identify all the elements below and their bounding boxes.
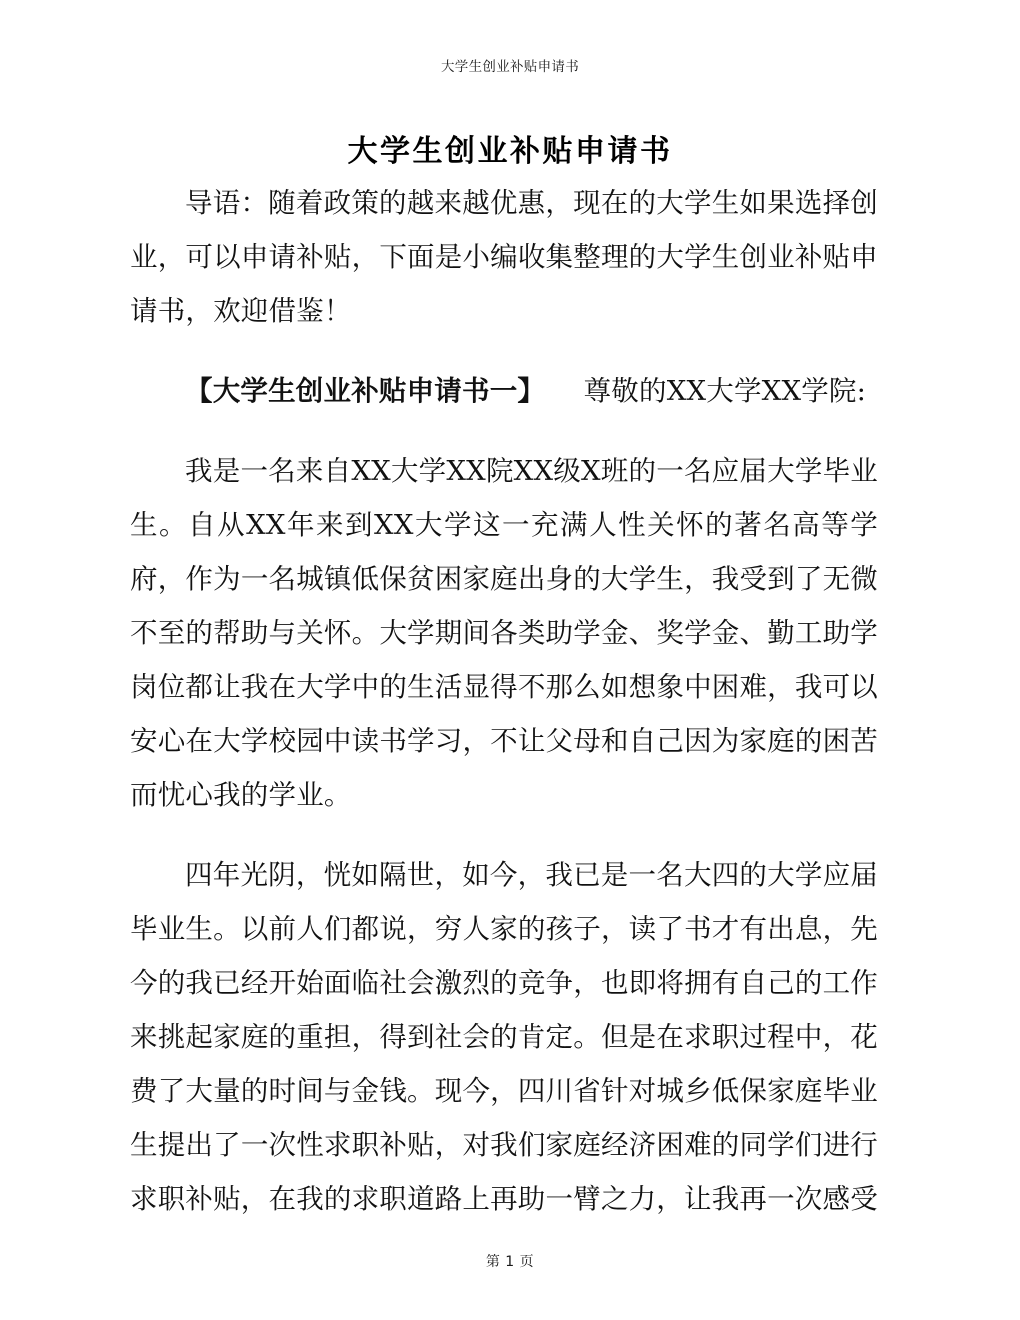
section-tag: 【大学生创业补贴申请书一】 — [185, 375, 546, 407]
running-header: 大学生创业补贴申请书 — [441, 59, 579, 75]
page-title: 大学生创业补贴申请书 — [347, 134, 673, 170]
page-number-footer: 第 1 页 — [485, 1254, 535, 1270]
section-heading-paragraph — [130, 364, 878, 418]
body-paragraph-1: 我是一名来自XX大学XX院XX级X班的一名应届大学毕业生。自从XX年来到XX大学这一充满人性关怀的著名高等学府，作为一名城镇低保贫困家庭出身的大学生，我受到了无微不至的帮助与关怀。大学期间各类助学金、奖学金、勤工助学岗位都让我在大学中的生活显得不那么如想象中困难，我可以安心在大学校园中读书学习，不让父母和自己因为家庭的困苦而忧心我的学业。 — [130, 455, 878, 811]
document-body — [130, 176, 878, 1226]
body-paragraph-2: 四年光阴，恍如隔世，如今，我已是一名大四的大学应届毕业生。以前人们都说，穷人家的孩子，读了书才有出息，先今的我已经开始面临社会激烈的竞争，也即将拥有自己的工作来挑起家庭的重担，得到社会的肯定。但是在求职过程中，花费了大量的时间与金钱。现今，四川省针对城乡低保家庭毕业生提出了一次性求职补贴，对我们家庭经济困难的同学们进行求职补贴，在我的求职道路上再助一臂之力，让我再一次感受 — [130, 859, 878, 1215]
intro-paragraph: 导语：随着政策的越来越优惠，现在的大学生如果选择创业，可以申请补贴，下面是小编收集整理的大学生创业补贴申请书，欢迎借鉴！ — [130, 187, 878, 327]
salutation: 尊敬的XX大学XX学院: — [583, 375, 867, 407]
